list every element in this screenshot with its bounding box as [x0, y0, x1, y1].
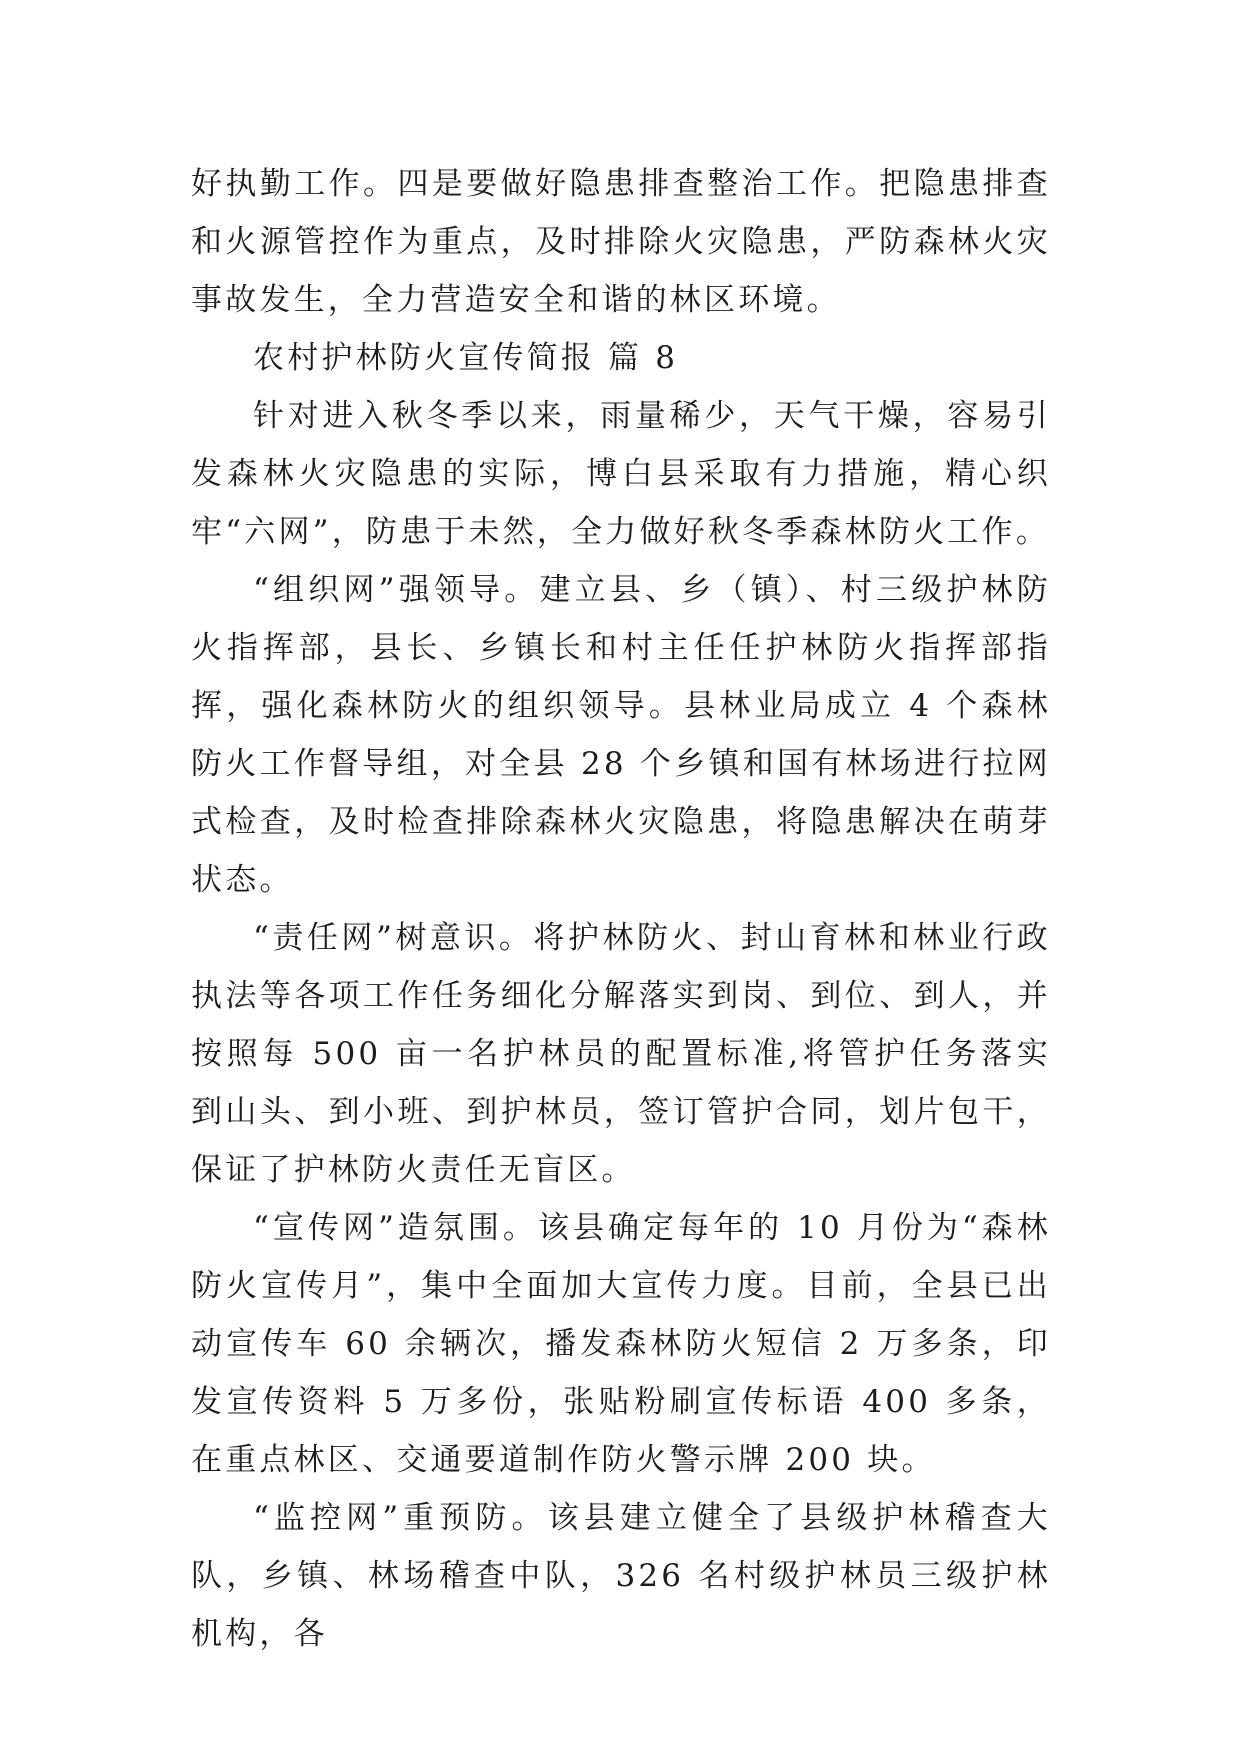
- paragraph-monitoring-net: “监控网”重预防。该县建立健全了县级护林稽查大队，乡镇、林场稽查中队，326 名村级护林员三级护林机构，各: [191, 1500, 1051, 1652]
- paragraph-publicity-net: “宣传网”造氛围。该县确定每年的 10 月份为“森林防火宣传月”，集中全面加大宣传力度。目前，全县已出动宣传车 60 余辆次，播发森林防火短信 2 万多条，印发宣传资料 5 万多份，张贴粉刷宣传标语 400 多条，在重点林区、交通要道制作防火警示牌 200 块。: [191, 1210, 1051, 1478]
- paragraph-continued: 好执勤工作。四是要做好隐患排查整治工作。把隐患排查和火源管控作为重点，及时排除火灾隐患，严防森林火灾事故发生，全力营造安全和谐的林区环境。: [191, 166, 1051, 318]
- section-heading: 农村护林防火宣传简报 篇 8: [253, 340, 679, 376]
- paragraph-responsibility-net: “责任网”树意识。将护林防火、封山育林和林业行政执法等各项工作任务细化分解落实到岗、到位、到人，并按照每 500 亩一名护林员的配置标准,将管护任务落实到山头、到小班、到护林员，签订管护合同，划片包干，保证了护林防火责任无盲区。: [191, 920, 1051, 1188]
- paragraph-organization-net: “组织网”强领导。建立县、乡（镇）、村三级护林防火指挥部，县长、乡镇长和村主任任护林防火指挥部指挥，强化森林防火的组织领导。县林业局成立 4 个森林防火工作督导组，对全县 28 个乡镇和国有林场进行拉网式检查，及时检查排除森林火灾隐患，将隐患解决在萌芽状态。: [191, 572, 1051, 898]
- document-body: [191, 155, 1051, 1663]
- paragraph-intro: 针对进入秋冬季以来，雨量稀少，天气干燥，容易引发森林火灾隐患的实际，博白县采取有力措施，精心织牢“六网”，防患于未然，全力做好秋冬季森林防火工作。: [191, 398, 1051, 550]
